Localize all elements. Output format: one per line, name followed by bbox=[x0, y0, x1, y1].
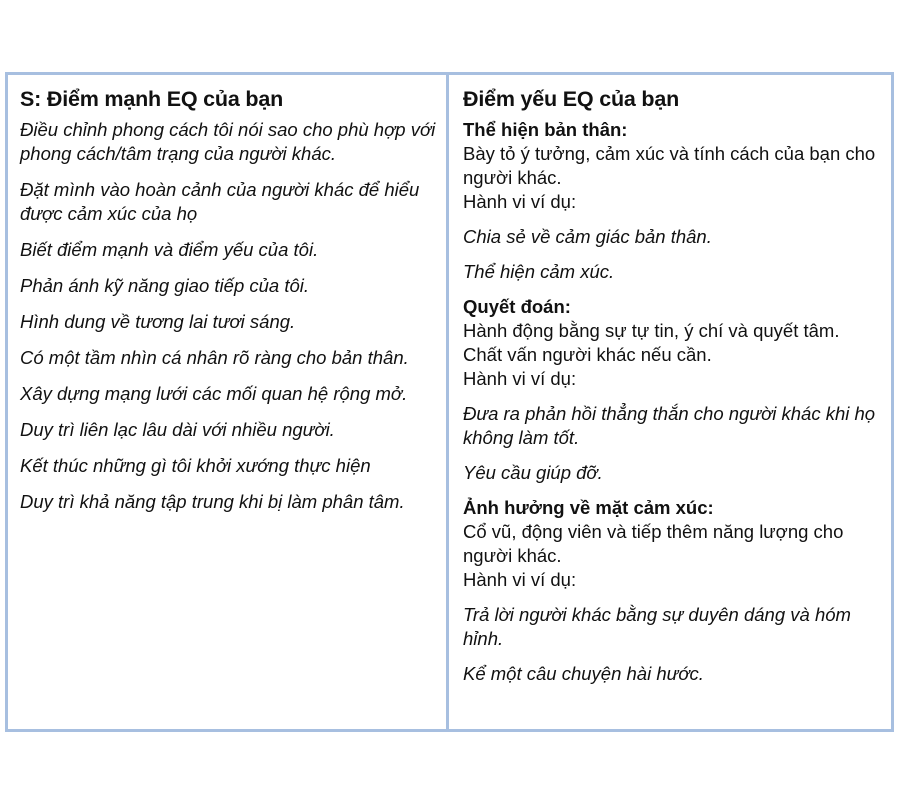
group-subtitle: Quyết đoán: bbox=[463, 296, 571, 317]
example-item: Yêu cầu giúp đỡ. bbox=[463, 462, 603, 483]
weakness-group-assertiveness bbox=[463, 295, 881, 485]
group-subtitle: Thể hiện bản thân: bbox=[463, 119, 628, 140]
group-description: Bày tỏ ý tưởng, cảm xúc và tính cách của bạn cho người khác. bbox=[463, 143, 876, 188]
example-item: Thể hiện cảm xúc. bbox=[463, 261, 615, 282]
strength-item: Đặt mình vào hoàn cảnh của người khác để hiểu được cảm xúc của họ bbox=[20, 179, 420, 224]
example-label: Hành vi ví dụ: bbox=[463, 569, 577, 590]
strength-item: Xây dựng mạng lưới các mối quan hệ rộng mở. bbox=[20, 383, 408, 404]
strength-item: Có một tầm nhìn cá nhân rõ ràng cho bản thân. bbox=[20, 347, 409, 368]
strength-item: Phản ánh kỹ năng giao tiếp của tôi. bbox=[20, 275, 310, 296]
group-subtitle: Ảnh hưởng về mặt cảm xúc: bbox=[463, 497, 714, 518]
strengths-title: S: Điểm mạnh EQ của bạn bbox=[20, 87, 284, 111]
example-item: Kể một câu chuyện hài hước. bbox=[463, 663, 704, 684]
example-label: Hành vi ví dụ: bbox=[463, 191, 577, 212]
strength-item: Điều chỉnh phong cách tôi nói sao cho phù hợp với phong cách/tâm trạng của người khác. bbox=[20, 119, 436, 164]
example-item: Đưa ra phản hồi thẳng thắn cho người khác khi họ không làm tốt. bbox=[463, 403, 876, 448]
group-description: Cổ vũ, động viên và tiếp thêm năng lượng cho người khác. bbox=[463, 521, 844, 566]
example-label: Hành vi ví dụ: bbox=[463, 368, 577, 389]
weaknesses-title: Điểm yếu EQ của bạn bbox=[463, 87, 680, 111]
weakness-group-emotional-influence bbox=[463, 496, 881, 686]
weakness-group-self-expression bbox=[463, 118, 881, 284]
strength-item: Biết điểm mạnh và điểm yếu của tôi. bbox=[20, 239, 319, 260]
weaknesses-column bbox=[449, 75, 891, 729]
strengths-column bbox=[8, 75, 449, 729]
strength-item: Hình dung về tương lai tươi sáng. bbox=[20, 311, 296, 332]
strength-item: Kết thúc những gì tôi khởi xướng thực hiện bbox=[20, 455, 371, 476]
strength-item: Duy trì liên lạc lâu dài với nhiều người. bbox=[20, 419, 335, 440]
eq-table bbox=[5, 72, 894, 732]
example-item: Trả lời người khác bằng sự duyên dáng và hóm hỉnh. bbox=[463, 604, 851, 649]
example-item: Chia sẻ về cảm giác bản thân. bbox=[463, 226, 712, 247]
group-description: Hành động bằng sự tự tin, ý chí và quyết tâm. Chất vấn người khác nếu cần. bbox=[463, 320, 840, 365]
strength-item: Duy trì khả năng tập trung khi bị làm phân tâm. bbox=[20, 491, 405, 512]
